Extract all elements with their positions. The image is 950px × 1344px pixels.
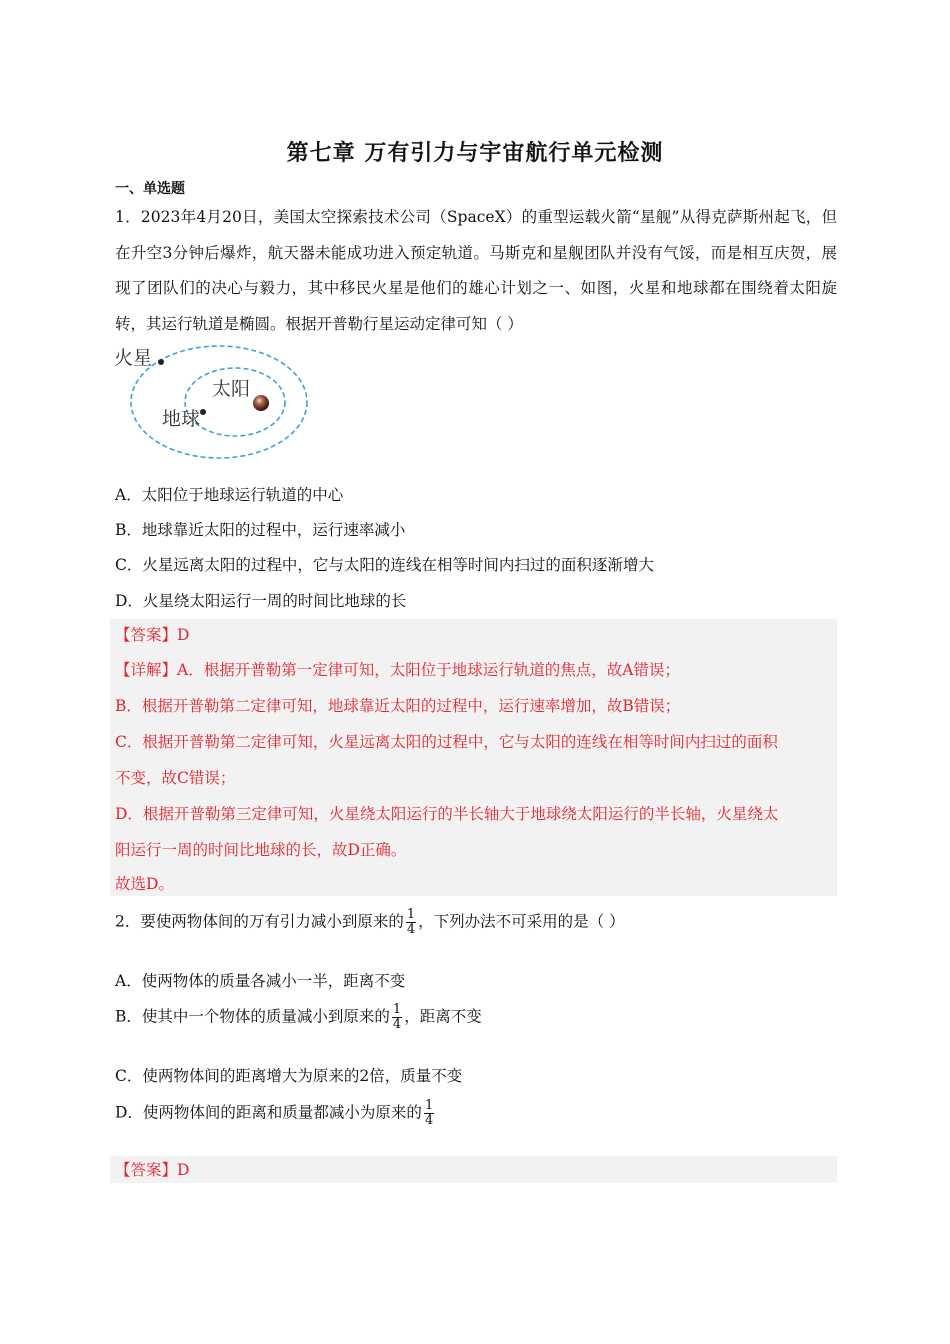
- q1-answer-box: [110, 619, 837, 896]
- sun-icon: [253, 395, 269, 411]
- q1-explanation-line: B．根据开普勒第二定律可知，地球靠近太阳的过程中，运行速率增加，故B错误；: [115, 697, 681, 715]
- question-2-stem: [115, 908, 625, 937]
- q1-explanation-line: 不变，故C错误；: [115, 769, 236, 787]
- mars-dot: [158, 359, 164, 365]
- section-heading: 一、单选题: [115, 181, 185, 197]
- q2-option-d-text: D．使两物体间的距离和质量都减小为原来的: [115, 1103, 422, 1122]
- q2-option-c: C．使两物体间的距离增大为原来的2倍，质量不变: [115, 1067, 463, 1085]
- earth-label: 地球: [162, 408, 201, 430]
- q2-stem-text: 2．要使两物体间的万有引力减小到原来的: [115, 912, 404, 931]
- orbit-diagram: [112, 338, 312, 463]
- q2-answer-box: [110, 1156, 837, 1183]
- sun-label: 太阳: [212, 378, 251, 400]
- mars-orbit: [131, 346, 307, 458]
- q2-option-d: [115, 1099, 436, 1128]
- q2-option-b-text: B．使其中一个物体的质量减小到原来的: [115, 1007, 390, 1026]
- question-1-stem: 1．2023年4月20日，美国太空探索技术公司（SpaceX）的重型运载火箭“星舰”从得克萨斯州起飞，但在升空3分钟后爆炸，航天器未能成功进入预定轨道。马斯克和星舰团队并没有气馁，而是相互庆贺，展现了团队们的决心与毅力，其中移民火星是他们的雄心计划之一、如图，火星和地球都在围绕着太阳旋转，其运行轨道是椭圆。根据开普勒行星运动定律可知（ ）: [115, 208, 837, 333]
- fraction-one-quarter: $\frac{1}{4}$: [406, 907, 416, 937]
- q1-conclusion: 故选D。: [115, 875, 174, 893]
- q1-explanation-line: C．根据开普勒第二定律可知，火星远离太阳的过程中，它与太阳的连线在相等时间内扫过的面积: [115, 733, 778, 751]
- fraction-one-quarter: $\frac{1}{4}$: [424, 1098, 434, 1128]
- q1-explanation-line: D．根据开普勒第三定律可知，火星绕太阳运行的半长轴大于地球绕太阳运行的半长轴，火星绕太: [115, 805, 779, 823]
- mars-label: 火星: [114, 347, 153, 369]
- q2-option-b-text-end: ，距离不变: [404, 1007, 482, 1026]
- earth-dot: [200, 409, 206, 415]
- q1-answer: 【答案】D: [115, 626, 190, 644]
- page-title: 第七章 万有引力与宇宙航行单元检测: [286, 141, 664, 166]
- q1-option-c: C．火星远离太阳的过程中，它与太阳的连线在相等时间内扫过的面积逐渐增大: [115, 556, 654, 574]
- q2-option-b: [115, 1003, 482, 1032]
- q1-option-a: A．太阳位于地球运行轨道的中心: [115, 486, 344, 504]
- q2-answer: 【答案】D: [115, 1161, 190, 1179]
- q1-option-d: D．火星绕太阳运行一周的时间比地球的长: [115, 592, 407, 610]
- q2-stem-text-end: ，下列办法不可采用的是（ ）: [418, 912, 625, 931]
- q1-explanation-line: 【详解】A．根据开普勒第一定律可知，太阳位于地球运行轨道的焦点，故A错误；: [115, 661, 680, 679]
- q2-option-a: A．使两物体的质量各减小一半，距离不变: [115, 972, 406, 990]
- fraction-one-quarter: $\frac{1}{4}$: [392, 1002, 402, 1032]
- q1-option-b: B．地球靠近太阳的过程中，运行速率减小: [115, 521, 406, 539]
- q1-explanation-line: 阳运行一周的时间比地球的长，故D正确。: [115, 841, 407, 859]
